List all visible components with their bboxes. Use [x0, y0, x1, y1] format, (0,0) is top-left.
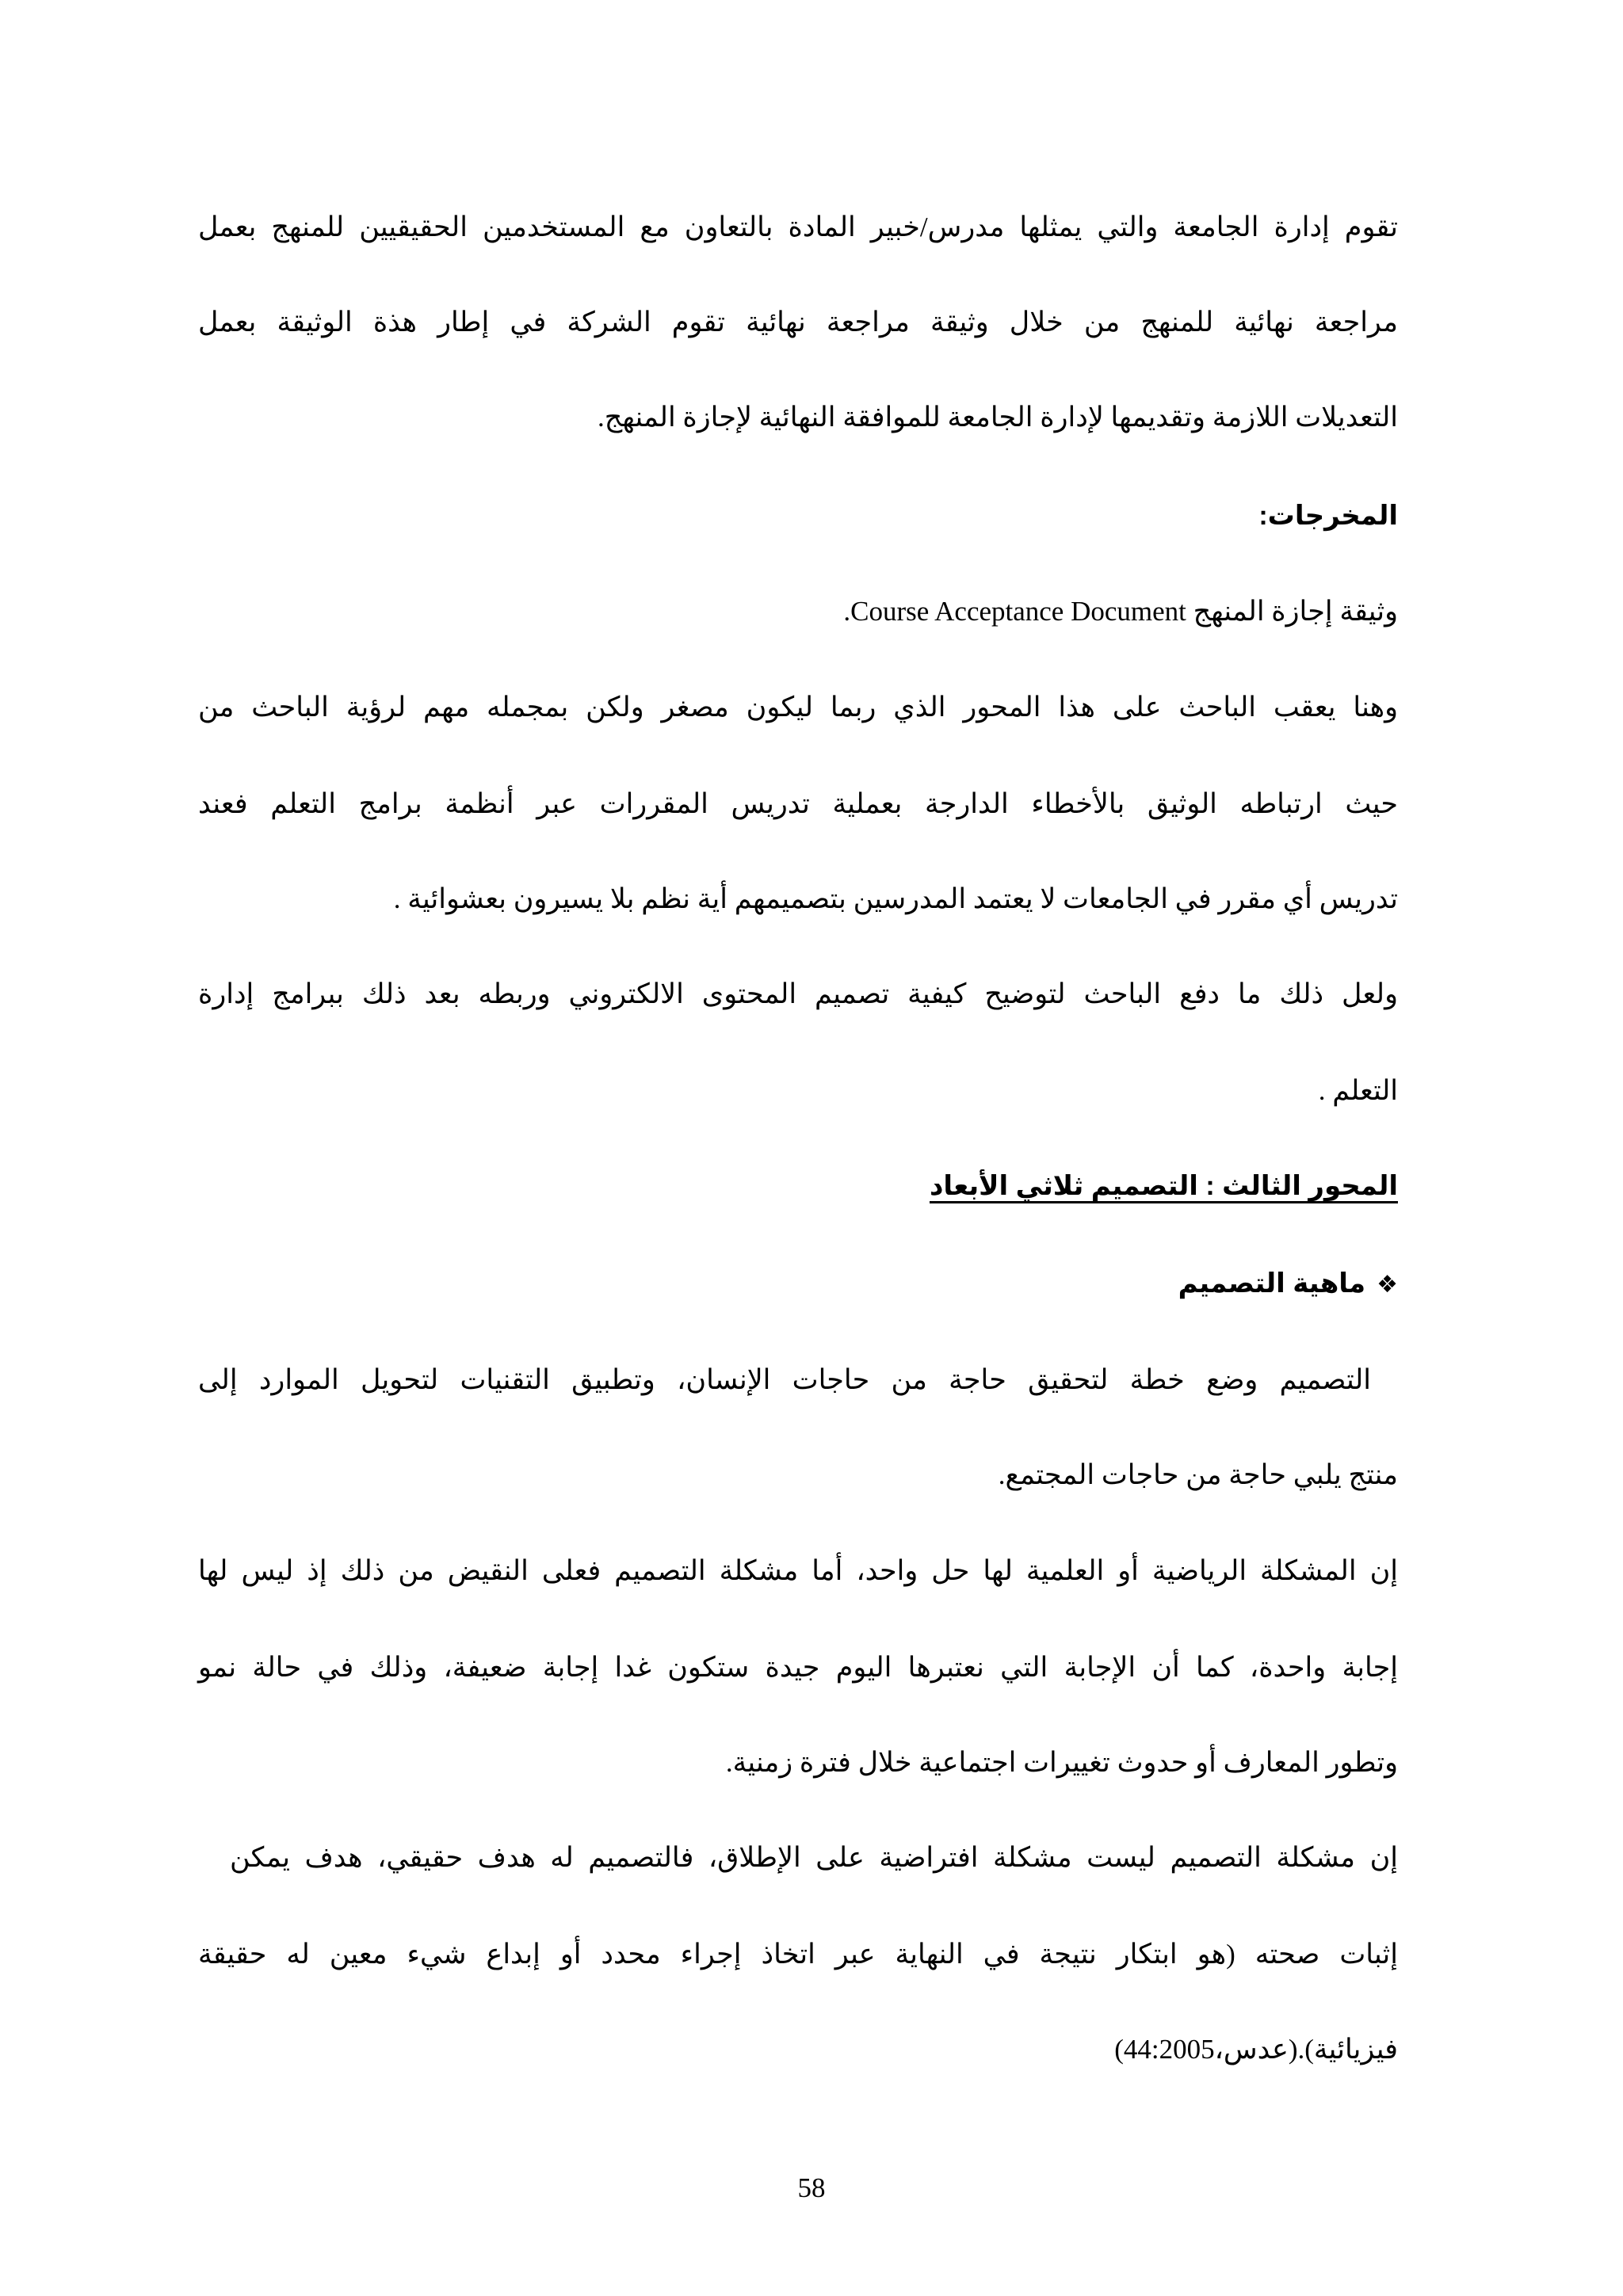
paragraph-6-line-1: إن مشكلة التصميم ليست مشكلة افتراضية على الإطلاق، فالتصميم له هدف حقيقي، هدف يمكن [230, 1842, 1398, 1873]
paragraph-6-line-3: فيزيائية).(عدس،44:2005) [1114, 2034, 1398, 2065]
paragraph-1-line-1: تقوم إدارة الجامعة والتي يمثلها مدرس/خبير المادة بالتعاون مع المستخدمين الحقيقيين للمنهج بعمل [198, 212, 1398, 242]
paragraph-4-line-1: التصميم وضع خطة لتحقيق حاجة من حاجات الإنسان، وتطبيق التقنيات لتحويل الموارد إلى [198, 1364, 1371, 1395]
page-number: 58 [797, 2172, 826, 2203]
paragraph-5-line-2: إجابة واحدة، كما أن الإجابة التي نعتبرها اليوم جيدة ستكون غدا إجابة ضعيفة، وذلك في حالة نمو [198, 1652, 1398, 1683]
paragraph-1-line-3: التعديلات اللازمة وتقديمها لإدارة الجامعة للموافقة النهائية لإجازة المنهج. [598, 402, 1398, 433]
paragraph-2-line-2: حيث ارتباطه الوثيق بالأخطاء الدارجة بعملية تدريس المقررات عبر أنظمة برامج التعلم فعند [198, 788, 1398, 819]
bullet-heading-text: ماهية التصميم [1178, 1268, 1366, 1299]
paragraph-5-line-3: وتطور المعارف أو حدوث تغييرات اجتماعية خلال فترة زمنية. [725, 1747, 1398, 1778]
paragraph-4-line-2: منتج يلبي حاجة من حاجات المجتمع. [998, 1459, 1398, 1490]
paragraph-3-line-2: التعلم . [1318, 1075, 1398, 1106]
section-heading: المحور الثالث : التصميم ثلاثي الأبعاد [929, 1171, 1398, 1201]
paragraph-2-line-3: تدريس أي مقرر في الجامعات لا يعتمد المدرسين بتصميمهم أية نظم بلا يسيرون بعشوائية . [393, 883, 1398, 914]
paragraph-6-line-2: إثبات صحته (هو ابتكار نتيجة في النهاية عبر اتخاذ إجراء محدد أو إبداع شيء معين له حقيقة [198, 1939, 1398, 1970]
bullet-heading [1178, 1268, 1398, 1301]
paragraph-5-line-1: إن المشكلة الرياضية أو العلمية لها حل واحد، أما مشكلة التصميم فعلى النقيض من ذلك إذ ليس لها [198, 1555, 1398, 1586]
paragraph-1-line-2: مراجعة نهائية للمنهج من خلال وثيقة مراجعة نهائية تقوم الشركة في إطار هذة الوثيقة بعمل [198, 307, 1398, 338]
outputs-heading: المخرجات: [1258, 501, 1398, 531]
paragraph-2-line-1: وهنا يعقب الباحث على هذا المحور الذي ربما ليكون مصغر ولكن بمجمله مهم لرؤية الباحث من [198, 692, 1398, 723]
diamond-bullet-icon: ❖ [1377, 1272, 1398, 1298]
outputs-line: وثيقة إجازة المنهج Course Acceptance Document. [843, 596, 1398, 627]
paragraph-3-line-1: ولعل ذلك ما دفع الباحث لتوضيح كيفية تصميم المحتوى الالكتروني وربطه بعد ذلك ببرامج إدارة [198, 978, 1398, 1009]
